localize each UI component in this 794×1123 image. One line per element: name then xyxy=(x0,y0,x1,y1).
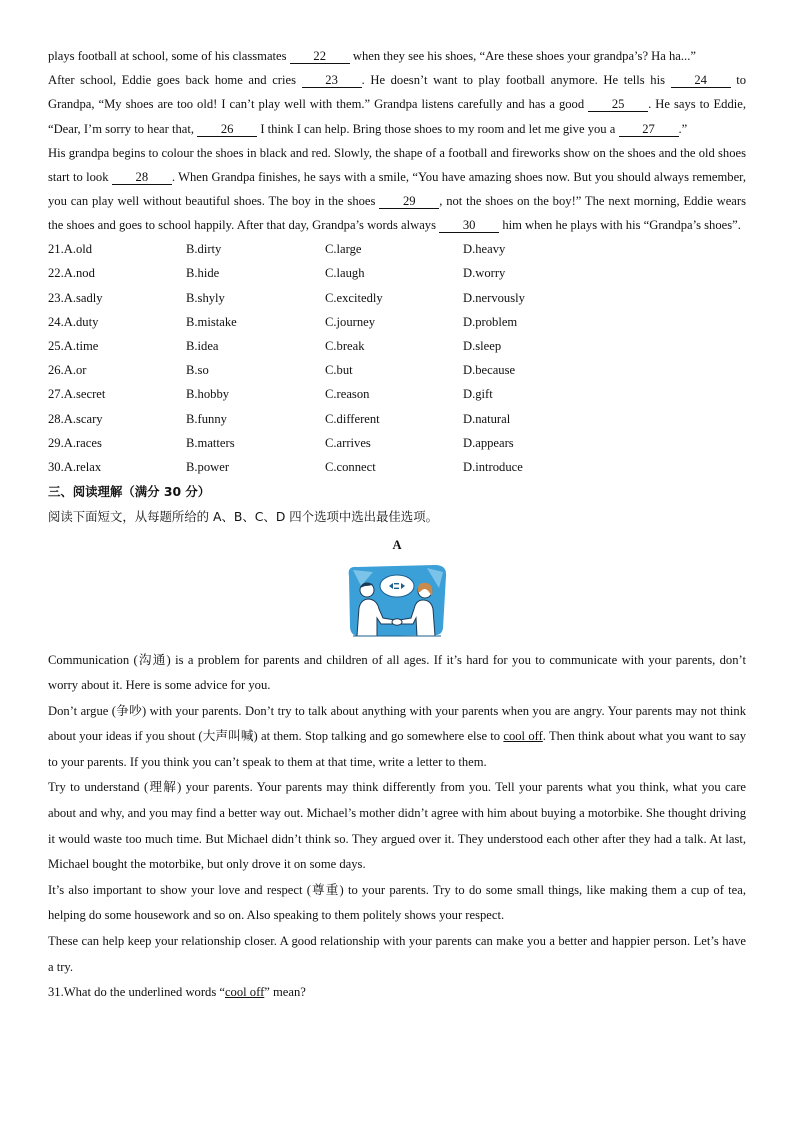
option-cell: 28.A.scary xyxy=(48,411,103,426)
option-row xyxy=(48,310,525,334)
underlined-phrase: cool off xyxy=(503,729,543,744)
option-cell: B.funny xyxy=(186,411,227,426)
section-heading: 三、阅读理解（满分 30 分） xyxy=(48,483,211,499)
option-cell: B.hide xyxy=(186,266,220,281)
option-cell: D.problem xyxy=(463,314,518,329)
cloze-paragraph-1 xyxy=(48,44,746,68)
option-cell: 29.A.races xyxy=(48,435,102,450)
underlined-phrase: cool off xyxy=(224,985,265,1000)
option-cell: C.break xyxy=(325,338,365,353)
option-cell: B.hobby xyxy=(186,387,230,402)
option-cell: D.heavy xyxy=(463,242,506,257)
blank-27: 27 xyxy=(619,122,679,137)
blank-23: 23 xyxy=(302,73,362,88)
text: His grandpa begins to colour the shoes in black and red. Slowly, the shape of a football and fireworks show on the shoes and the old shoes start to look xyxy=(48,145,746,185)
text: . When Grandpa finishes, he says with a smile, “You have amazing shoes now. But you should always remember, you can play well without beautiful shoes. The boy in the shoes xyxy=(48,170,747,209)
text: I think I can help. Bring those shoes to my room and let me give you a xyxy=(260,121,616,136)
option-cell: 21.A.old xyxy=(48,242,93,257)
options-table xyxy=(48,238,525,480)
text: . Then think about what you want to say to your parents. If you think you can’t speak to them at that time, write a letter to them. xyxy=(48,729,746,769)
option-row xyxy=(48,359,525,383)
option-cell: C.journey xyxy=(325,314,376,329)
option-cell: B.matters xyxy=(186,435,235,450)
option-row xyxy=(48,431,525,455)
reading-paragraph-1: Communication (沟通) is a problem for parents and children of all ages. If it’s hard for you to communicate with your parents, don’t worry about it. Here is some advice for you. xyxy=(48,652,746,693)
option-cell: D.nervously xyxy=(463,290,525,305)
option-cell: B.so xyxy=(186,363,209,378)
cloze-paragraph-2 xyxy=(48,68,746,141)
option-cell: 30.A.relax xyxy=(48,459,102,474)
option-cell: C.reason xyxy=(325,387,370,402)
section-instruction: 阅读下面短文，从每题所给的 A、B、C、D 四个选项中选出最佳选项。 xyxy=(48,508,438,524)
option-row xyxy=(48,334,525,358)
cloze-paragraph-3 xyxy=(48,141,746,238)
question-31 xyxy=(48,980,746,1006)
option-cell: C.excitedly xyxy=(325,290,383,305)
option-cell: C.arrives xyxy=(325,435,371,450)
reading-paragraph-2 xyxy=(48,699,746,776)
text: ” mean? xyxy=(264,985,306,1000)
option-row xyxy=(48,286,525,310)
option-cell: C.laugh xyxy=(325,266,365,281)
exam-page xyxy=(48,44,746,1006)
option-cell: D.worry xyxy=(463,266,506,281)
text: him when he plays with his “Grandpa’s shoes”. xyxy=(502,218,741,233)
text: when they see his shoes, “Are these shoes your grandpa’s? Ha ha...” xyxy=(352,49,696,63)
text: plays football at school, some of his classmates xyxy=(48,49,287,63)
option-cell: 25.A.time xyxy=(48,338,99,353)
option-cell: C.but xyxy=(325,363,353,378)
blank-26: 26 xyxy=(197,122,257,137)
passage-label: A xyxy=(392,537,402,552)
communication-illustration xyxy=(48,562,746,638)
option-cell: 26.A.or xyxy=(48,363,87,378)
option-cell: C.connect xyxy=(325,459,376,474)
text: After school, Eddie goes back home and cries xyxy=(48,73,296,88)
option-cell: 22.A.nod xyxy=(48,266,95,281)
option-cell: B.idea xyxy=(186,338,219,353)
reading-paragraph-4: It’s also important to show your love and respect (尊重) to your parents. Try to do some small things, like making them a cup of tea, helping do some housework and so on. Also speaking to them politely shows your respect. xyxy=(48,882,746,923)
reading-paragraph-3: Try to understand (理解) your parents. Your parents may think differently from you. Tell your parents what you think, what you care about and why, and you may find a better way out. Michael’s mother didn’t agree with him about buying a motorbike. She thought driving it would waste too much time. But Michael didn’t think so. They argued over it. They understood each other after they had a talk. At last, Michael bought the motorbike, but only drove it on some days. xyxy=(48,780,746,872)
text: , not the shoes on the boy!” The next morning, Eddie wears the shoes and goes to school happily. After that day, Grandpa’s words always xyxy=(48,194,746,233)
option-cell: C.different xyxy=(325,411,380,426)
option-cell: D.sleep xyxy=(463,338,502,353)
option-cell: B.shyly xyxy=(186,290,225,305)
text: Don’t argue (争吵) with your parents. Don’t try to talk about anything with your parents when you are angry. Your parents may not think about your ideas if you shout (大声叫喊) at them. Stop talking and go somewhere else to xyxy=(48,703,746,744)
text: . He doesn’t want to play football anymore. He tells his xyxy=(361,73,665,88)
blank-29: 29 xyxy=(379,194,439,209)
option-cell: D.because xyxy=(463,363,516,378)
text: 31.What do the underlined words “ xyxy=(48,985,225,1000)
blank-25: 25 xyxy=(588,97,648,112)
option-row xyxy=(48,238,525,262)
option-cell: D.natural xyxy=(463,411,511,426)
option-row xyxy=(48,262,525,286)
option-cell: C.large xyxy=(325,242,362,257)
option-cell: D.gift xyxy=(463,387,493,402)
text: to Grandpa, “My shoes are too old! I can’t play well with them.” Grandpa listens carefully and has a good xyxy=(48,73,747,112)
text: . He says to Eddie, “Dear, I’m sorry to hear that, xyxy=(48,97,746,136)
option-cell: B.mistake xyxy=(186,314,237,329)
option-cell: D.appears xyxy=(463,435,514,450)
blank-24: 24 xyxy=(671,73,731,88)
option-cell: B.dirty xyxy=(186,242,222,257)
option-cell: 24.A.duty xyxy=(48,314,99,329)
option-cell: 27.A.secret xyxy=(48,387,106,402)
reading-paragraph-5: These can help keep your relationship closer. A good relationship with your parents can make you a better and happier person. Let’s have a try. xyxy=(48,934,746,974)
blank-22: 22 xyxy=(290,49,350,64)
option-cell: 23.A.sadly xyxy=(48,290,103,305)
blank-30: 30 xyxy=(439,218,499,233)
handshake-communication-icon xyxy=(343,562,451,638)
option-row xyxy=(48,407,525,431)
blank-28: 28 xyxy=(112,170,172,185)
option-row xyxy=(48,455,525,479)
option-cell: D.introduce xyxy=(463,459,523,474)
option-cell: B.power xyxy=(186,459,230,474)
text: .” xyxy=(678,121,688,136)
option-row xyxy=(48,383,525,407)
